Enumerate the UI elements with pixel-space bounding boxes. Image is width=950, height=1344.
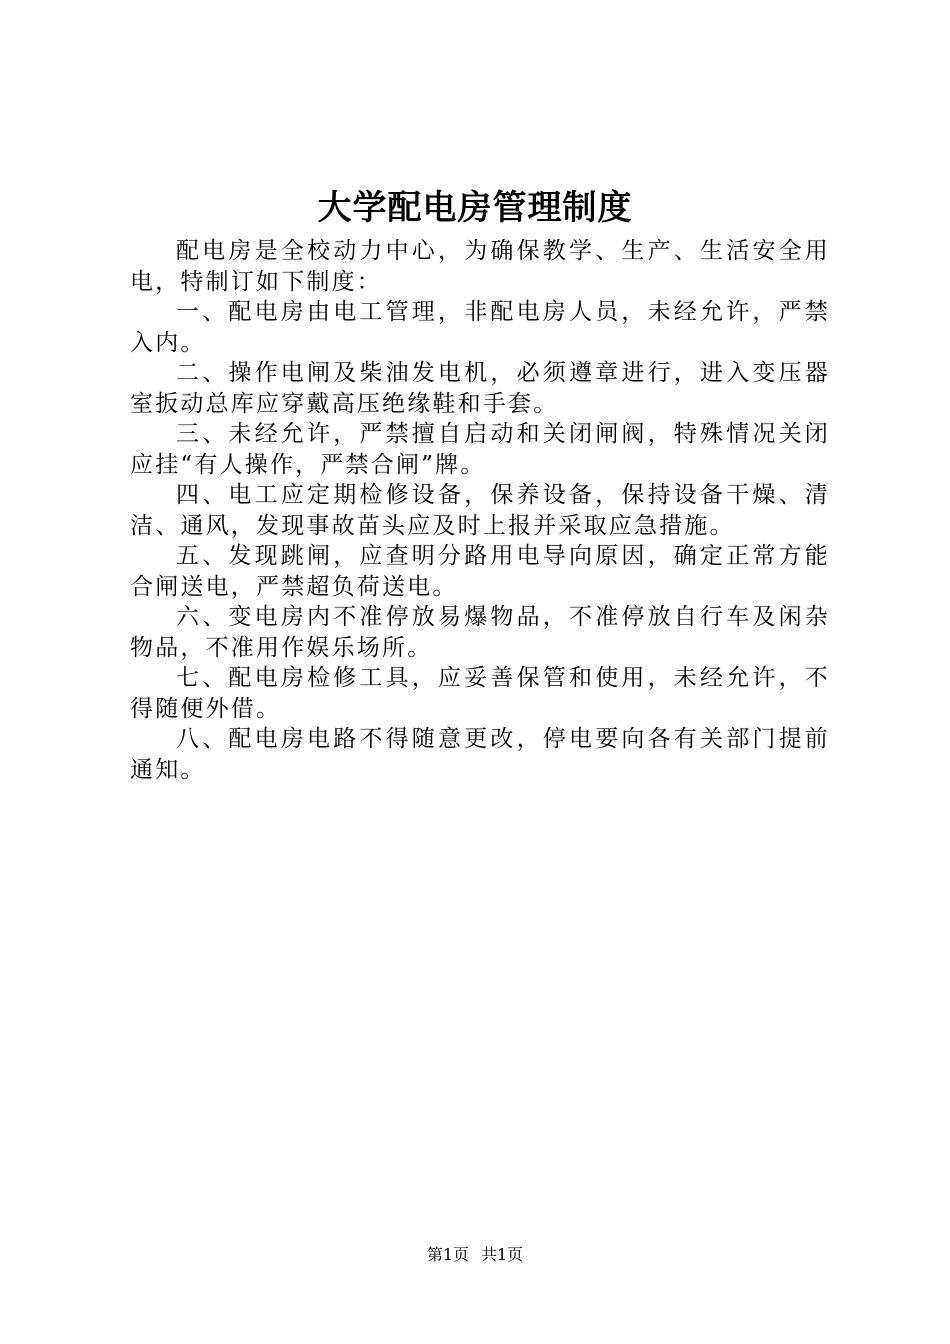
rule-item-1: 一、配电房由电工管理，非配电房人员，未经允许，严禁入内。 <box>130 299 830 356</box>
rule-item-2: 二、操作电闸及柴油发电机，必须遵章进行，进入变压器室扳动总库应穿戴高压绝缘鞋和手套。 <box>130 360 830 417</box>
document-title: 大学配电房管理制度 <box>317 188 633 228</box>
rule-item-8: 八、配电房电路不得随意更改，停电要向各有关部门提前通知。 <box>130 726 830 783</box>
page-number: 第1页 <box>426 1245 469 1264</box>
rule-item-3: 三、未经允许，严禁擅自启动和关闭闸阀，特殊情况关闭应挂“有人操作，严禁合闸”牌。 <box>130 421 830 478</box>
intro-paragraph: 配电房是全校动力中心，为确保教学、生产、生活安全用电，特制订如下制度： <box>130 238 830 295</box>
document-body <box>130 236 830 785</box>
page-total: 共1页 <box>481 1245 524 1264</box>
rule-item-4: 四、电工应定期检修设备，保养设备，保持设备干燥、清洁、通风，发现事故苗头应及时上报并采取应急措施。 <box>130 482 830 539</box>
rule-item-7: 七、配电房检修工具，应妥善保管和使用，未经允许，不得随便外借。 <box>130 665 830 722</box>
rule-item-5: 五、发现跳闸，应查明分路用电导向原因，确定正常方能合闸送电，严禁超负荷送电。 <box>130 543 830 600</box>
rule-item-6: 六、变电房内不准停放易爆物品，不准停放自行车及闲杂物品，不准用作娱乐场所。 <box>130 604 830 661</box>
page-footer <box>0 1244 950 1266</box>
